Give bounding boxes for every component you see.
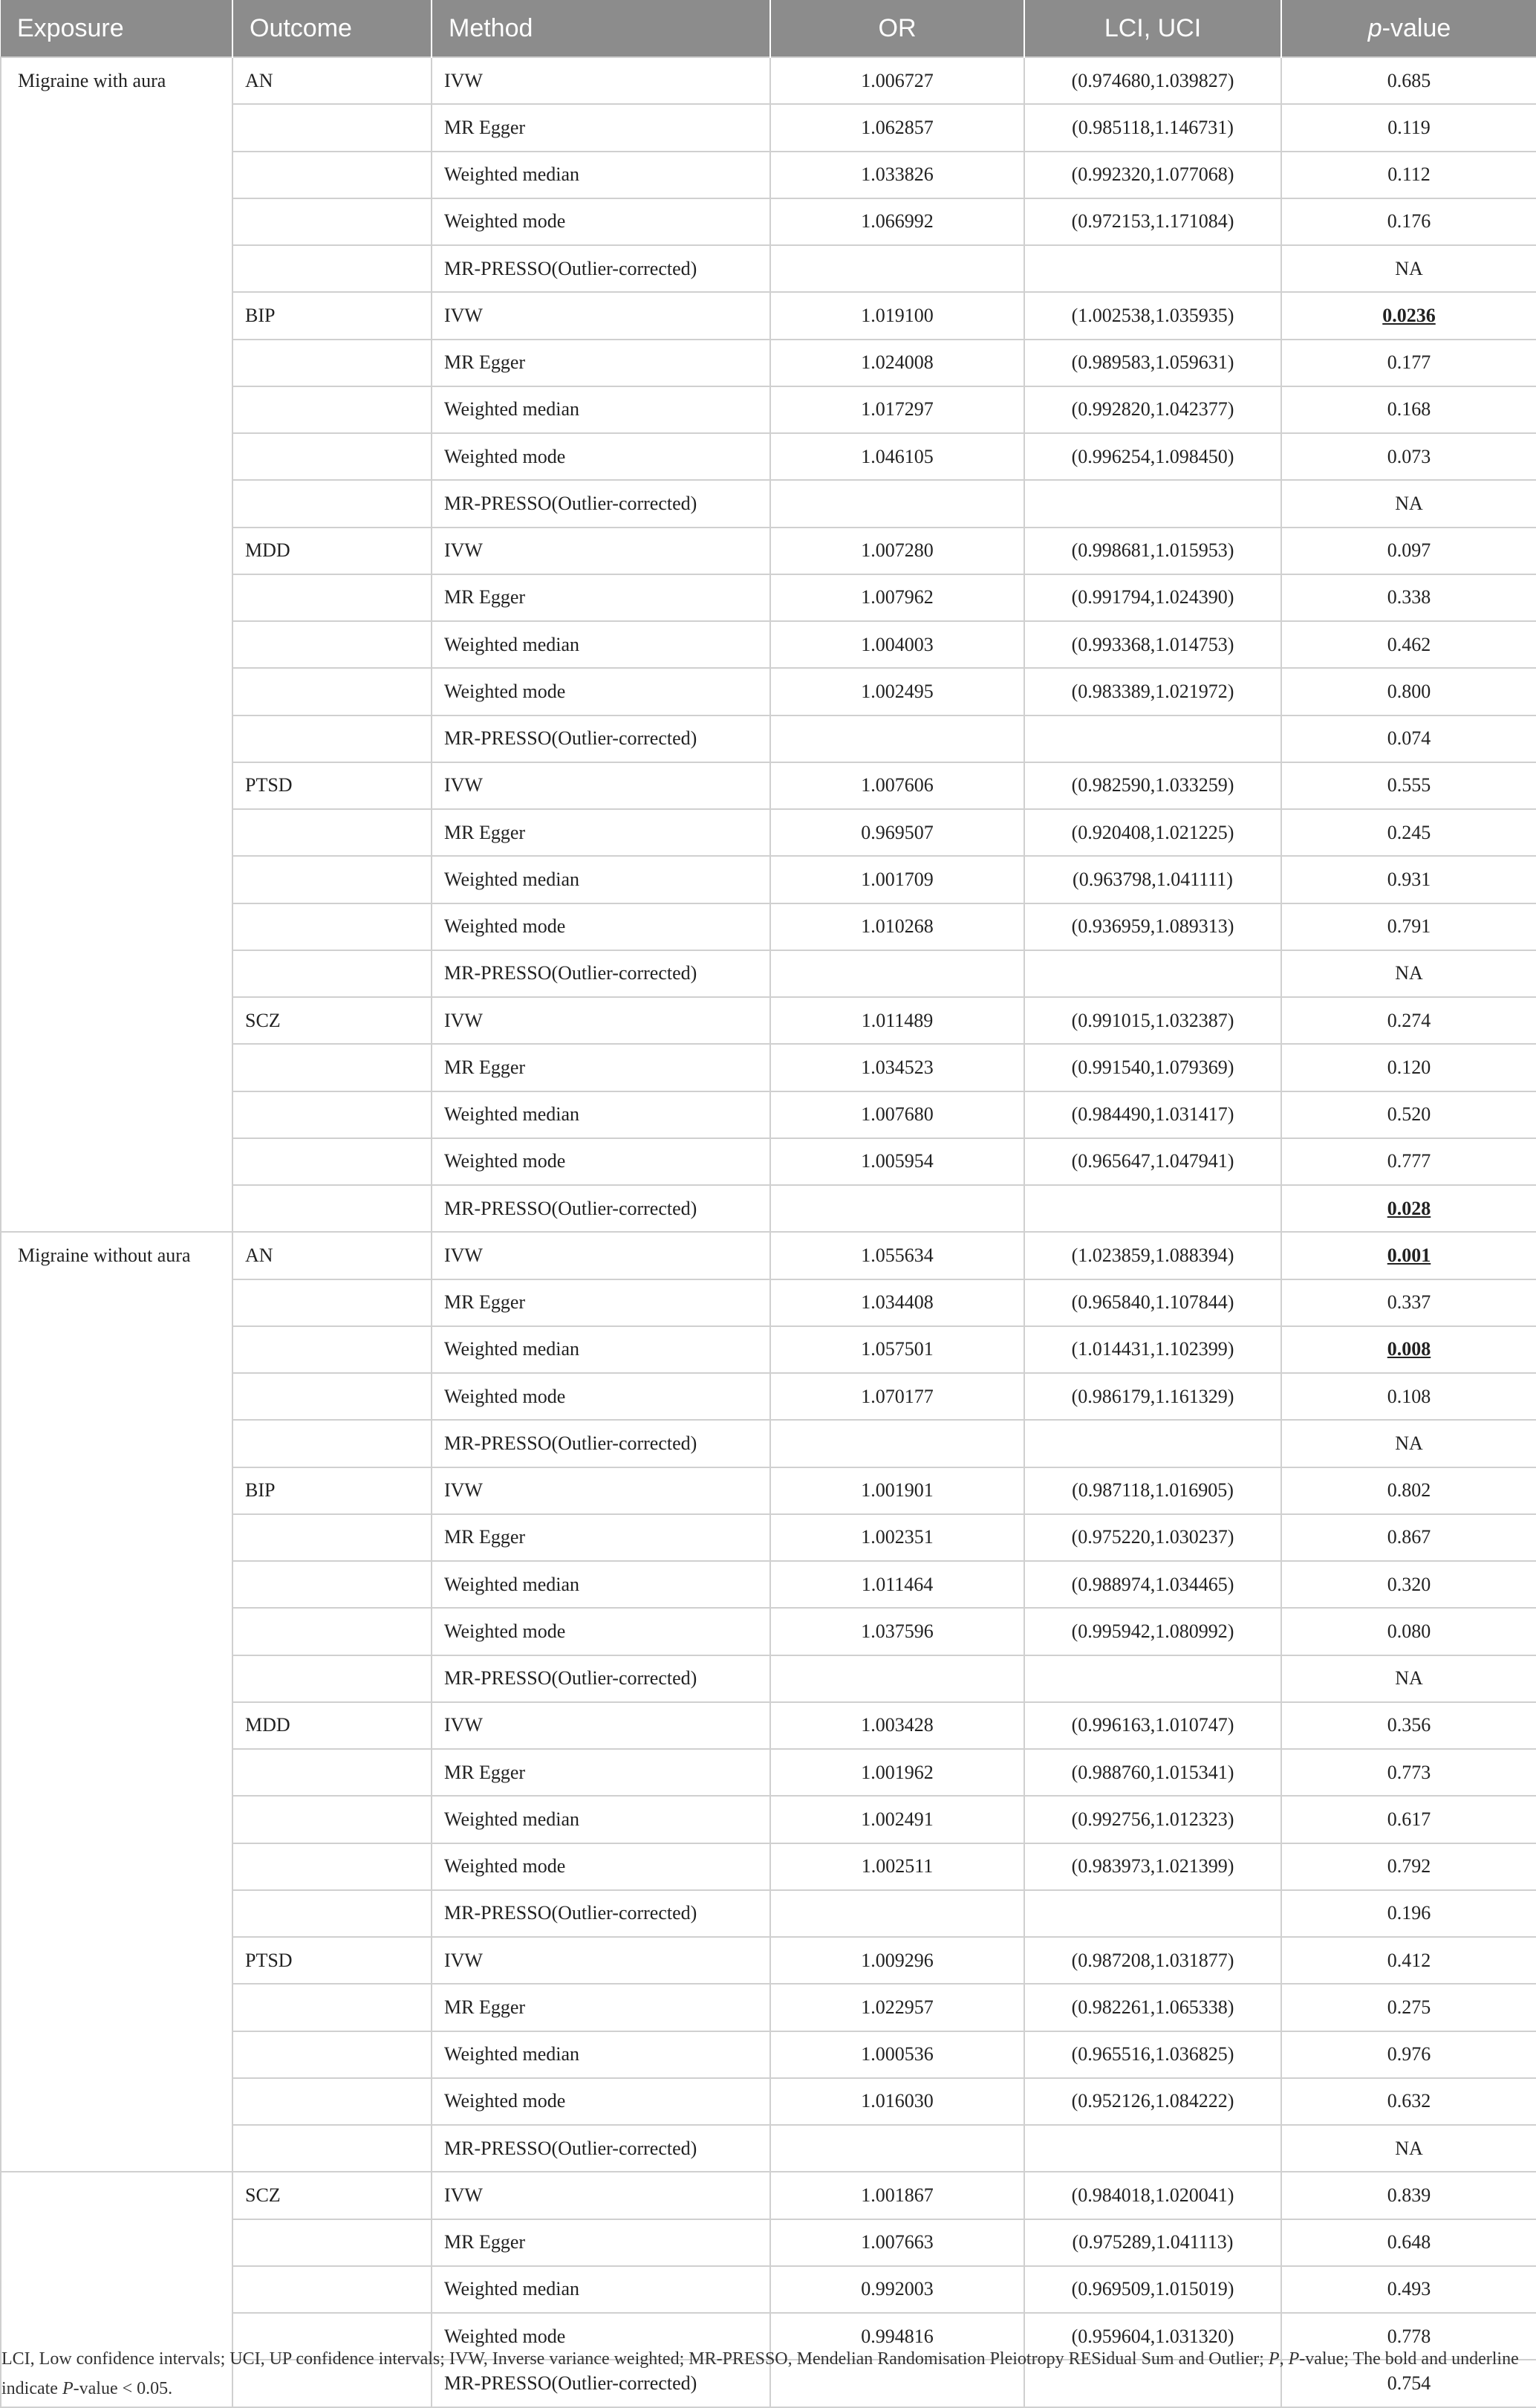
outcome-cell-empty — [232, 2125, 432, 2172]
method-cell: MR-PRESSO(Outlier-corrected) — [432, 1185, 770, 1232]
or-cell: 1.002491 — [770, 1796, 1024, 1843]
outcome-cell: PTSD — [232, 762, 432, 809]
header-exposure: Exposure — [1, 0, 232, 57]
ci-cell: (0.991015,1.032387) — [1024, 997, 1281, 1044]
ci-cell: (0.920408,1.021225) — [1024, 809, 1281, 856]
or-cell: 1.000536 — [770, 2031, 1024, 2078]
method-cell: Weighted mode — [432, 2313, 770, 2360]
outcome-cell-empty — [232, 2266, 432, 2313]
table-row — [1, 57, 1536, 104]
p-value-cell: NA — [1281, 1655, 1536, 1702]
outcome-cell-empty — [232, 104, 432, 151]
p-value-cell: 0.337 — [1281, 1279, 1536, 1326]
outcome-cell-empty — [232, 1091, 432, 1138]
p-value-cell: NA — [1281, 950, 1536, 997]
p-value-cell: 0.792 — [1281, 1843, 1536, 1890]
p-value-cell: 0.028 — [1281, 1185, 1536, 1232]
outcome-cell-empty — [232, 574, 432, 621]
or-cell: 0.994816 — [770, 2313, 1024, 2360]
ci-cell: (0.998681,1.015953) — [1024, 528, 1281, 574]
outcome-cell: AN — [232, 57, 432, 104]
p-value-cell: 0.119 — [1281, 104, 1536, 151]
ci-cell: (0.959604,1.031320) — [1024, 2313, 1281, 2360]
ci-cell: (0.975289,1.041113) — [1024, 2219, 1281, 2266]
method-cell: MR-PRESSO(Outlier-corrected) — [432, 480, 770, 527]
header-row — [1, 0, 1536, 57]
ci-cell: (0.975220,1.030237) — [1024, 1514, 1281, 1561]
method-cell: MR Egger — [432, 1044, 770, 1091]
or-cell: 1.022957 — [770, 1984, 1024, 2031]
method-cell: Weighted median — [432, 152, 770, 198]
or-cell: 1.011464 — [770, 1561, 1024, 1608]
method-cell: IVW — [432, 997, 770, 1044]
method-cell: Weighted median — [432, 1091, 770, 1138]
or-cell: 1.006727 — [770, 57, 1024, 104]
header-p-value — [1281, 0, 1536, 57]
method-cell: MR-PRESSO(Outlier-corrected) — [432, 1890, 770, 1937]
method-cell: Weighted mode — [432, 1373, 770, 1420]
or-cell: 1.007663 — [770, 2219, 1024, 2266]
ci-cell: (1.023859,1.088394) — [1024, 1232, 1281, 1279]
p-value-cell: 0.867 — [1281, 1514, 1536, 1561]
outcome-cell-empty — [232, 950, 432, 997]
p-value-cell: 0.648 — [1281, 2219, 1536, 2266]
outcome-cell-empty — [232, 1138, 432, 1185]
p-value-cell: 0.008 — [1281, 1326, 1536, 1373]
p-value-cell: 0.320 — [1281, 1561, 1536, 1608]
or-cell: 1.024008 — [770, 340, 1024, 386]
ci-cell: (0.965647,1.047941) — [1024, 1138, 1281, 1185]
or-cell: 1.016030 — [770, 2078, 1024, 2125]
or-cell: 1.057501 — [770, 1326, 1024, 1373]
or-cell — [770, 1655, 1024, 1702]
ci-cell — [1024, 1655, 1281, 1702]
method-cell: Weighted mode — [432, 903, 770, 950]
or-cell: 1.010268 — [770, 903, 1024, 950]
or-cell: 1.009296 — [770, 1937, 1024, 1984]
outcome-cell-empty — [232, 433, 432, 480]
or-cell: 1.001901 — [770, 1467, 1024, 1514]
method-cell: MR-PRESSO(Outlier-corrected) — [432, 1420, 770, 1467]
ci-cell — [1024, 1420, 1281, 1467]
or-cell — [770, 1185, 1024, 1232]
or-cell — [770, 1420, 1024, 1467]
p-value-cell: 0.931 — [1281, 856, 1536, 903]
p-value-cell: 0.462 — [1281, 621, 1536, 668]
p-value-cell: 0.802 — [1281, 1467, 1536, 1514]
method-cell: MR Egger — [432, 1984, 770, 2031]
footnote-p-italic-1: P — [1268, 2349, 1280, 2369]
method-cell: IVW — [432, 292, 770, 339]
method-cell: Weighted mode — [432, 1843, 770, 1890]
ci-cell: (0.988974,1.034465) — [1024, 1561, 1281, 1608]
method-cell: Weighted median — [432, 2266, 770, 2313]
p-value-cell: 0.001 — [1281, 1232, 1536, 1279]
ci-cell: (1.014431,1.102399) — [1024, 1326, 1281, 1373]
p-value-cell: 0.097 — [1281, 528, 1536, 574]
method-cell: MR Egger — [432, 574, 770, 621]
method-cell: IVW — [432, 762, 770, 809]
ci-cell: (0.988760,1.015341) — [1024, 1749, 1281, 1796]
ci-cell: (0.972153,1.171084) — [1024, 198, 1281, 245]
or-cell: 1.046105 — [770, 433, 1024, 480]
ci-cell — [1024, 715, 1281, 762]
ci-cell: (0.992320,1.077068) — [1024, 152, 1281, 198]
outcome-cell-empty — [232, 386, 432, 433]
ci-cell: (0.985118,1.146731) — [1024, 104, 1281, 151]
outcome-cell: MDD — [232, 528, 432, 574]
ci-cell: (0.987208,1.031877) — [1024, 1937, 1281, 1984]
table-row — [1, 2172, 1536, 2219]
method-cell: IVW — [432, 2172, 770, 2219]
p-value-cell: 0.275 — [1281, 1984, 1536, 2031]
header-outcome: Outcome — [232, 0, 432, 57]
outcome-cell: AN — [232, 1232, 432, 1279]
method-cell: Weighted median — [432, 856, 770, 903]
method-cell: Weighted mode — [432, 1138, 770, 1185]
p-value-cell: 0.839 — [1281, 2172, 1536, 2219]
p-value-cell: 0.168 — [1281, 386, 1536, 433]
ci-cell: (0.989583,1.059631) — [1024, 340, 1281, 386]
outcome-cell-empty — [232, 1608, 432, 1655]
p-value-cell: 0.520 — [1281, 1091, 1536, 1138]
ci-cell: (0.984018,1.020041) — [1024, 2172, 1281, 2219]
outcome-cell-empty — [232, 1185, 432, 1232]
outcome-cell-empty — [232, 809, 432, 856]
ci-cell: (0.991794,1.024390) — [1024, 574, 1281, 621]
method-cell: Weighted median — [432, 1796, 770, 1843]
ci-cell: (0.936959,1.089313) — [1024, 903, 1281, 950]
or-cell: 1.070177 — [770, 1373, 1024, 1420]
method-cell: MR Egger — [432, 104, 770, 151]
method-cell: MR Egger — [432, 340, 770, 386]
p-value-cell: 0.493 — [1281, 2266, 1536, 2313]
or-cell — [770, 2125, 1024, 2172]
method-cell: IVW — [432, 1937, 770, 1984]
or-cell: 1.002495 — [770, 668, 1024, 715]
ci-cell: (0.995942,1.080992) — [1024, 1608, 1281, 1655]
ci-cell — [1024, 2125, 1281, 2172]
footnote-p-italic-2: P — [1288, 2349, 1300, 2369]
method-cell: IVW — [432, 528, 770, 574]
or-cell: 1.003428 — [770, 1702, 1024, 1749]
method-cell: Weighted median — [432, 621, 770, 668]
ci-cell: (0.952126,1.084222) — [1024, 2078, 1281, 2125]
outcome-cell-empty — [232, 245, 432, 292]
outcome-cell-empty — [232, 1843, 432, 1890]
p-value-cell: 0.0236 — [1281, 292, 1536, 339]
outcome-cell-empty — [232, 340, 432, 386]
ci-cell: (0.992756,1.012323) — [1024, 1796, 1281, 1843]
ci-cell: (0.996163,1.010747) — [1024, 1702, 1281, 1749]
p-value-cell: 0.617 — [1281, 1796, 1536, 1843]
method-cell: Weighted mode — [432, 668, 770, 715]
ci-cell — [1024, 480, 1281, 527]
outcome-cell-empty — [232, 1561, 432, 1608]
ci-cell: (0.984490,1.031417) — [1024, 1091, 1281, 1138]
method-cell: Weighted median — [432, 2031, 770, 2078]
method-cell: MR Egger — [432, 809, 770, 856]
outcome-cell-empty — [232, 152, 432, 198]
or-cell: 1.019100 — [770, 292, 1024, 339]
p-value-cell: 0.412 — [1281, 1937, 1536, 1984]
outcome-cell-empty — [232, 903, 432, 950]
outcome-cell: SCZ — [232, 2172, 432, 2219]
or-cell: 1.017297 — [770, 386, 1024, 433]
outcome-cell-empty — [232, 856, 432, 903]
footnote-part1: LCI, Low confidence intervals; UCI, UP confidence intervals; IVW, Inverse variance weighted; MR-PRESSO, Mendelian Randomisation Pleiotropy RESidual Sum and Outlier; — [1, 2349, 1269, 2369]
ci-cell: (0.963798,1.041111) — [1024, 856, 1281, 903]
table-body — [1, 57, 1536, 2407]
outcome-cell-empty — [232, 1326, 432, 1373]
method-cell: MR-PRESSO(Outlier-corrected) — [432, 2360, 770, 2407]
ci-cell: (0.986179,1.161329) — [1024, 1373, 1281, 1420]
or-cell — [770, 950, 1024, 997]
p-value-cell: NA — [1281, 245, 1536, 292]
p-value-cell: 0.777 — [1281, 1138, 1536, 1185]
or-cell: 1.034523 — [770, 1044, 1024, 1091]
p-value-cell: 0.356 — [1281, 1702, 1536, 1749]
or-cell: 1.004003 — [770, 621, 1024, 668]
ci-cell: (0.982590,1.033259) — [1024, 762, 1281, 809]
method-cell: MR Egger — [432, 1279, 770, 1326]
method-cell: MR-PRESSO(Outlier-corrected) — [432, 715, 770, 762]
outcome-cell-empty — [232, 2078, 432, 2125]
method-cell: Weighted mode — [432, 198, 770, 245]
or-cell: 1.002511 — [770, 1843, 1024, 1890]
ci-cell — [1024, 950, 1281, 997]
outcome-cell-empty — [232, 715, 432, 762]
p-value-cell: 0.074 — [1281, 715, 1536, 762]
or-cell: 1.037596 — [770, 1608, 1024, 1655]
p-value-cell: 0.555 — [1281, 762, 1536, 809]
or-cell: 1.007280 — [770, 528, 1024, 574]
header-ci: LCI, UCI — [1024, 0, 1281, 57]
outcome-cell-empty — [232, 1655, 432, 1702]
p-value-cell: 0.773 — [1281, 1749, 1536, 1796]
method-cell: Weighted mode — [432, 1608, 770, 1655]
outcome-cell-empty — [232, 621, 432, 668]
or-cell: 1.007680 — [770, 1091, 1024, 1138]
ci-cell: (0.991540,1.079369) — [1024, 1044, 1281, 1091]
table-header — [1, 0, 1536, 57]
exposure-cell: Migraine without aura — [1, 1232, 232, 2172]
method-cell: MR-PRESSO(Outlier-corrected) — [432, 1655, 770, 1702]
method-cell: Weighted median — [432, 1561, 770, 1608]
or-cell — [770, 245, 1024, 292]
footnote-part4: -value < 0.05. — [73, 2379, 173, 2398]
or-cell: 1.034408 — [770, 1279, 1024, 1326]
p-value-cell: 0.073 — [1281, 433, 1536, 480]
p-value-cell: 0.338 — [1281, 574, 1536, 621]
ci-cell: (0.993368,1.014753) — [1024, 621, 1281, 668]
or-cell: 1.001962 — [770, 1749, 1024, 1796]
p-value-cell: 0.976 — [1281, 2031, 1536, 2078]
p-value-cell: 0.080 — [1281, 1608, 1536, 1655]
or-cell: 1.011489 — [770, 997, 1024, 1044]
ci-cell: (0.965840,1.107844) — [1024, 1279, 1281, 1326]
method-cell: MR-PRESSO(Outlier-corrected) — [432, 245, 770, 292]
p-value-cell: 0.176 — [1281, 198, 1536, 245]
ci-cell: (0.982261,1.065338) — [1024, 1984, 1281, 2031]
p-value-cell: NA — [1281, 1420, 1536, 1467]
footnote-part2: , — [1279, 2349, 1289, 2369]
or-cell: 1.066992 — [770, 198, 1024, 245]
ci-cell — [1024, 1185, 1281, 1232]
outcome-cell-empty — [232, 1796, 432, 1843]
p-value-cell: 0.274 — [1281, 997, 1536, 1044]
method-cell: MR-PRESSO(Outlier-corrected) — [432, 950, 770, 997]
method-cell: IVW — [432, 1467, 770, 1514]
method-cell: MR Egger — [432, 1514, 770, 1561]
p-value-cell: 0.120 — [1281, 1044, 1536, 1091]
method-cell: IVW — [432, 57, 770, 104]
p-value-cell: 0.685 — [1281, 57, 1536, 104]
p-value-cell: 0.754 — [1281, 2360, 1536, 2407]
outcome-cell: PTSD — [232, 1937, 432, 1984]
or-cell: 1.001867 — [770, 2172, 1024, 2219]
method-cell: Weighted mode — [432, 2078, 770, 2125]
or-cell: 1.055634 — [770, 1232, 1024, 1279]
p-value-cell: 0.800 — [1281, 668, 1536, 715]
or-cell: 0.992003 — [770, 2266, 1024, 2313]
header-or: OR — [770, 0, 1024, 57]
method-cell: Weighted mode — [432, 433, 770, 480]
ci-cell: (0.992820,1.042377) — [1024, 386, 1281, 433]
outcome-cell-empty — [232, 2031, 432, 2078]
footnote-p-italic-3: P — [62, 2379, 74, 2398]
p-value-cell: 0.108 — [1281, 1373, 1536, 1420]
or-cell: 1.062857 — [770, 104, 1024, 151]
ci-cell — [1024, 1890, 1281, 1937]
or-cell — [770, 715, 1024, 762]
p-value-cell: 0.778 — [1281, 2313, 1536, 2360]
outcome-cell-empty — [232, 1890, 432, 1937]
p-value-cell: 0.177 — [1281, 340, 1536, 386]
outcome-cell: MDD — [232, 1702, 432, 1749]
p-value-cell: NA — [1281, 2125, 1536, 2172]
outcome-cell-empty — [232, 1373, 432, 1420]
method-cell: MR-PRESSO(Outlier-corrected) — [432, 2125, 770, 2172]
or-cell: 1.002351 — [770, 1514, 1024, 1561]
outcome-cell-empty — [232, 1749, 432, 1796]
method-cell: Weighted median — [432, 1326, 770, 1373]
or-cell: 1.001709 — [770, 856, 1024, 903]
header-p-rest: -value — [1382, 13, 1451, 42]
outcome-cell: BIP — [232, 292, 432, 339]
outcome-cell: SCZ — [232, 997, 432, 1044]
outcome-cell-empty — [232, 1279, 432, 1326]
outcome-cell-empty — [232, 480, 432, 527]
method-cell: MR Egger — [432, 1749, 770, 1796]
outcome-cell-empty — [232, 1514, 432, 1561]
ci-cell: (0.996254,1.098450) — [1024, 433, 1281, 480]
ci-cell: (0.987118,1.016905) — [1024, 1467, 1281, 1514]
method-cell: Weighted median — [432, 386, 770, 433]
table-footnote — [1, 2344, 1532, 2404]
outcome-cell-empty — [232, 1984, 432, 2031]
method-cell: IVW — [432, 1232, 770, 1279]
ci-cell: (1.002538,1.035935) — [1024, 292, 1281, 339]
table-row — [1, 1232, 1536, 1279]
ci-cell: (0.983973,1.021399) — [1024, 1843, 1281, 1890]
p-value-cell: 0.245 — [1281, 809, 1536, 856]
header-method: Method — [432, 0, 770, 57]
outcome-cell: BIP — [232, 1467, 432, 1514]
or-cell — [770, 480, 1024, 527]
p-value-cell: 0.791 — [1281, 903, 1536, 950]
p-value-cell: 0.112 — [1281, 152, 1536, 198]
p-value-cell: 0.632 — [1281, 2078, 1536, 2125]
or-cell: 0.969507 — [770, 809, 1024, 856]
or-cell: 1.007962 — [770, 574, 1024, 621]
ci-cell: (0.969509,1.015019) — [1024, 2266, 1281, 2313]
header-p-italic: p — [1367, 13, 1382, 42]
outcome-cell-empty — [232, 198, 432, 245]
or-cell: 1.005954 — [770, 1138, 1024, 1185]
ci-cell: (0.983389,1.021972) — [1024, 668, 1281, 715]
footnote-part3: -value; The bold and underline indicate — [1, 2349, 1519, 2398]
outcome-cell-empty — [232, 2219, 432, 2266]
outcome-cell-empty — [232, 668, 432, 715]
or-cell — [770, 1890, 1024, 1937]
ci-cell: (0.974680,1.039827) — [1024, 57, 1281, 104]
p-value-cell: 0.196 — [1281, 1890, 1536, 1937]
outcome-cell-empty — [232, 1420, 432, 1467]
ci-cell — [1024, 245, 1281, 292]
method-cell: MR Egger — [432, 2219, 770, 2266]
or-cell: 1.033826 — [770, 152, 1024, 198]
p-value-cell: NA — [1281, 480, 1536, 527]
ci-cell: (0.965516,1.036825) — [1024, 2031, 1281, 2078]
method-cell: IVW — [432, 1702, 770, 1749]
exposure-cell: Migraine with aura — [1, 57, 232, 1232]
or-cell: 1.007606 — [770, 762, 1024, 809]
outcome-cell-empty — [232, 1044, 432, 1091]
